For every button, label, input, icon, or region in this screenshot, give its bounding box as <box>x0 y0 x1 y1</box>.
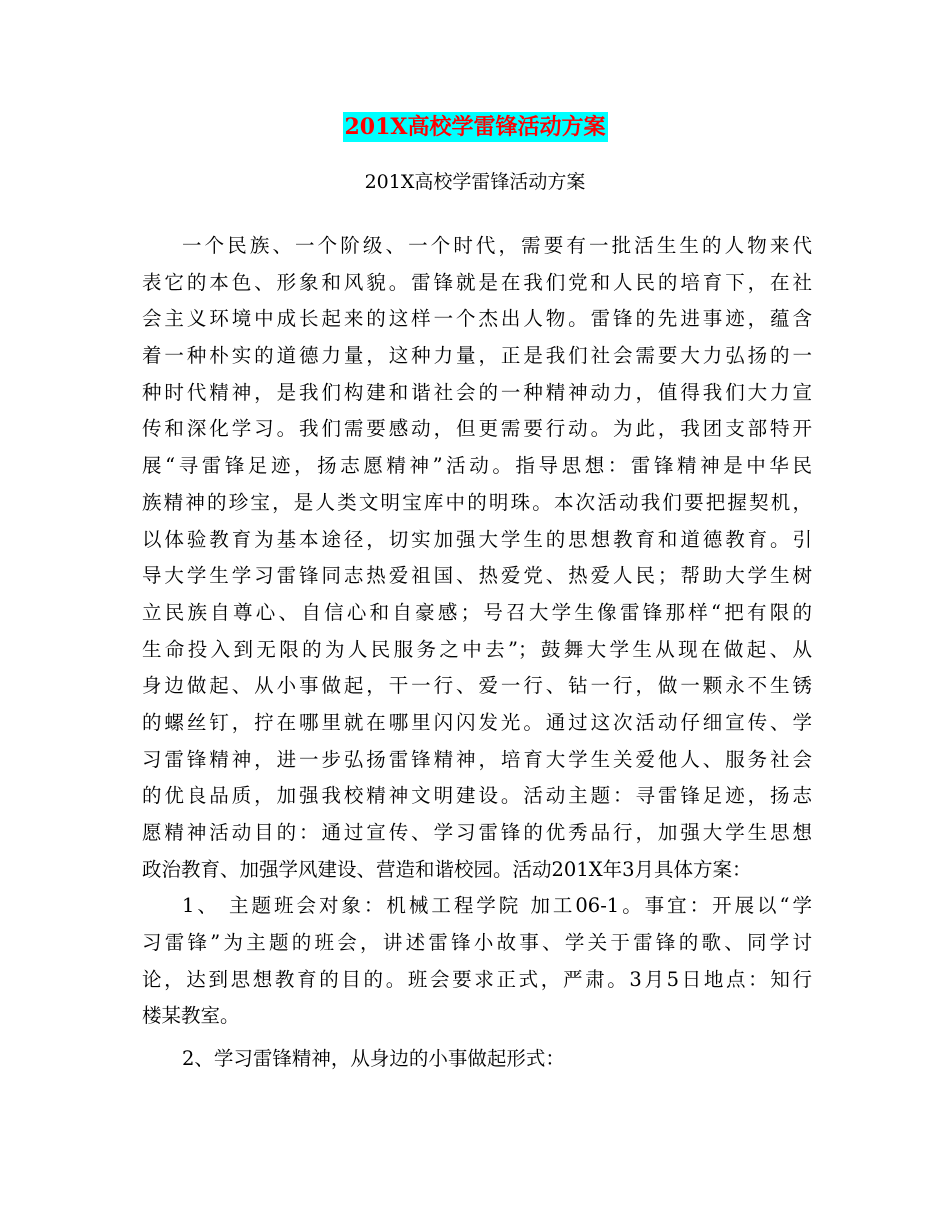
body-line: 生命投入到无限的为人民服务之中去”；鼓舞大学生从现在做起、从 <box>142 637 812 661</box>
document-body <box>142 228 812 1078</box>
document-heading: 201X高校学雷锋活动方案 <box>344 114 606 140</box>
body-line: 展“寻雷锋足迹，扬志愿精神”活动。指导思想：雷锋精神是中华民 <box>142 454 812 478</box>
body-line: 表它的本色、形象和风貌。雷锋就是在我们党和人民的培育下，在社 <box>142 270 812 294</box>
body-line: 传和深化学习。我们需要感动，但更需要行动。为此，我团支部特开 <box>142 417 812 441</box>
heading-wrap <box>0 112 950 142</box>
body-line: 族精神的珍宝，是人类文明宝库中的明珠。本次活动我们要把握契机， <box>142 490 812 514</box>
body-line: 愿精神活动目的：通过宣传、学习雷锋的优秀品行，加强大学生思想 <box>142 821 812 844</box>
document-subtitle: 201X高校学雷锋活动方案 <box>364 171 586 193</box>
body-line: 习雷锋精神，进一步弘扬雷锋精神，培育大学生关爱他人、服务社会 <box>142 747 812 771</box>
body-line: 政治教育、加强学风建设、营造和谐校园。活动201X年3月具体方案： <box>142 857 752 881</box>
body-line: 楼某教室。 <box>142 1004 240 1028</box>
body-line: 以体验教育为基本途径，切实加强大学生的思想教育和道德教育。引 <box>142 527 812 551</box>
body-line: 2、学习雷锋精神，从身边的小事做起形式： <box>182 1047 565 1071</box>
body-line: 种时代精神，是我们构建和谐社会的一种精神动力，值得我们大力宣 <box>142 380 812 404</box>
body-line: 立民族自尊心、自信心和自豪感；号召大学生像雷锋那样“把有限的 <box>142 600 812 624</box>
body-line: 着一种朴实的道德力量，这种力量，正是我们社会需要大力弘扬的一 <box>142 344 812 368</box>
body-line: 会主义环境中成长起来的这样一个杰出人物。雷锋的先进事迹，蕴含 <box>142 307 812 331</box>
body-line: 一个民族、一个阶级、一个时代，需要有一批活生生的人物来代 <box>182 234 812 257</box>
body-line: 的螺丝钉，拧在哪里就在哪里闪闪发光。通过这次活动仔细宣传、学 <box>142 710 812 734</box>
body-line: 论，达到思想教育的目的。班会要求正式，严肃。3月5日地点：知行 <box>142 967 812 991</box>
body-line: 的优良品质，加强我校精神文明建设。活动主题：寻雷锋足迹，扬志 <box>142 784 812 808</box>
body-line: 习雷锋”为主题的班会，讲述雷锋小故事、学关于雷锋的歌、同学讨 <box>142 931 812 955</box>
body-line: 1、 主题班会对象：机械工程学院 加工06-1。事宜：开展以“学 <box>182 894 812 918</box>
body-line: 身边做起、从小事做起，干一行、爱一行、钻一行，做一颗永不生锈 <box>142 674 812 698</box>
body-line: 导大学生学习雷锋同志热爱祖国、热爱党、热爱人民；帮助大学生树 <box>142 564 812 588</box>
